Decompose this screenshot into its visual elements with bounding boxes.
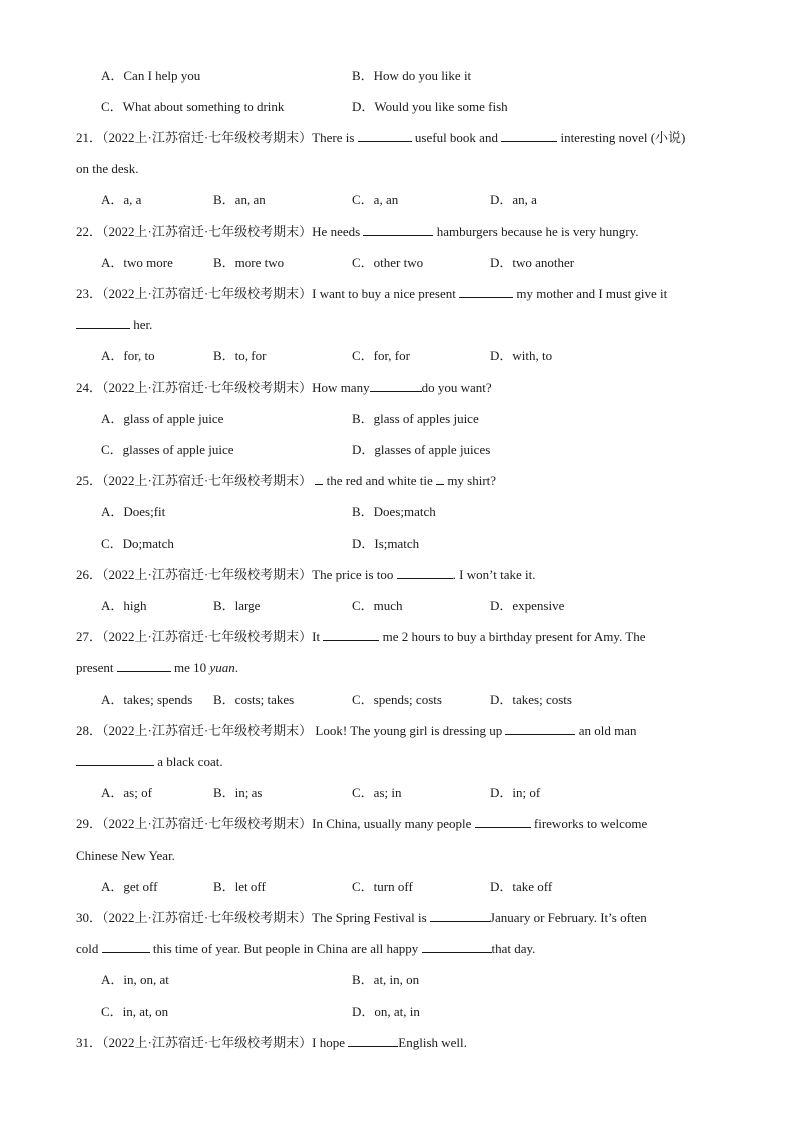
option-c: C．spends; costs [352,692,442,707]
question-21-line2: on the desk. [76,161,139,176]
answer-blank [422,940,492,953]
option-c: C．turn off [352,879,413,894]
answer-blank [370,379,422,392]
question-25 [76,472,496,490]
option-b: B．Does;match [352,504,436,519]
question-source: 28．（2022上·江苏宿迁·七年级校考期末） [76,723,313,738]
question-28-line2 [76,753,223,771]
option-a: A．two more [101,255,173,270]
question-source: 26．（2022上·江苏宿迁·七年级校考期末） [76,567,313,582]
option-c: C．in, at, on [101,1004,169,1019]
option-b: B．costs; takes [213,692,295,707]
question-text: . I won’t take it. [452,567,536,582]
question-22 [76,223,639,241]
question-text: English well. [398,1035,467,1050]
option-c: C．glasses of apple juice [101,442,234,457]
option-a: A．Can I help you [101,68,201,83]
answer-blank [505,722,575,735]
question-text: There is [312,130,358,145]
question-text: I want to buy a nice present [312,286,460,301]
question-text: The Spring Festival is [312,910,430,925]
question-text: The price is too [312,567,397,582]
option-b: B．to, for [213,348,267,363]
question-29 [76,815,647,833]
question-21 [76,129,685,147]
option-d: D．two another [490,255,575,270]
question-28 [76,722,637,740]
option-d: D．Would you like some fish [352,99,508,114]
option-d: D．Is;match [352,536,420,551]
question-text: interesting novel (小说) [557,130,686,145]
option-b: B．large [213,598,261,613]
option-a: A．get off [101,879,158,894]
question-source: 31．（2022上·江苏宿迁·七年级校考期末） [76,1035,313,1050]
question-source: 25．（2022上·江苏宿迁·七年级校考期末） [76,473,313,488]
question-source: 30．（2022上·江苏宿迁·七年级校考期末） [76,910,313,925]
question-26 [76,566,535,584]
question-text: do you want? [421,380,492,395]
question-source: 23．（2022上·江苏宿迁·七年级校考期末） [76,286,313,301]
option-c: C．a, an [352,192,399,207]
option-d: D．in; of [490,785,541,800]
question-source: 22．（2022上·江苏宿迁·七年级校考期末） [76,224,313,239]
option-a: A．takes; spends [101,692,193,707]
question-text: a black coat. [154,754,223,769]
question-text: me 2 hours to buy a birthday present for Amy. The [379,629,646,644]
option-d: D．with, to [490,348,553,363]
answer-blank [358,129,412,142]
question-text: January or February. It’s often [489,910,647,925]
question-source: 24．（2022上·江苏宿迁·七年级校考期末） [76,380,313,395]
question-source: 29．（2022上·江苏宿迁·七年级校考期末） [76,816,313,831]
answer-blank [397,566,453,579]
question-23-line2 [76,316,152,334]
answer-blank [102,940,150,953]
answer-blank [501,129,557,142]
answer-blank [76,753,154,766]
question-24 [76,379,492,397]
option-b: B．more two [213,255,285,270]
answer-blank [117,659,171,672]
question-30-line2 [76,940,535,958]
question-27 [76,628,645,646]
option-a: A．glass of apple juice [101,411,224,426]
answer-blank [76,316,130,329]
question-text: It [312,629,324,644]
question-text: He needs [312,224,364,239]
question-31 [76,1034,467,1052]
answer-blank [436,472,444,485]
question-text: In China, usually many people [312,816,475,831]
answer-blank [475,815,531,828]
question-text: cold [76,941,102,956]
question-text: present [76,660,117,675]
answer-blank [323,628,379,641]
option-d: D．take off [490,879,553,894]
question-text: my shirt? [444,473,497,488]
answer-blank [430,909,490,922]
question-text: Look! The young girl is dressing up [312,723,506,738]
question-text: my mother and I must give it [513,286,668,301]
question-30 [76,909,647,927]
question-23 [76,285,667,303]
question-text: I hope [312,1035,349,1050]
question-text: hamburgers because he is very hungry. [433,224,639,239]
question-text: the red and white tie [323,473,437,488]
option-b: B．in; as [213,785,263,800]
option-d: D．glasses of apple juices [352,442,491,457]
option-b: B．an, an [213,192,266,207]
option-a: A．a, a [101,192,142,207]
option-d: D．on, at, in [352,1004,420,1019]
question-text: an old man [575,723,637,738]
question-text: her. [130,317,153,332]
question-source: 27．（2022上·江苏宿迁·七年级校考期末） [76,629,313,644]
question-text: fireworks to welcome [530,816,648,831]
option-c: C．other two [352,255,424,270]
question-text: How many [312,380,370,395]
question-source: 21．（2022上·江苏宿迁·七年级校考期末） [76,130,313,145]
option-c: C．much [352,598,403,613]
option-b: B．at, in, on [352,972,420,987]
question-text: that day. [491,941,536,956]
option-b: B．How do you like it [352,68,472,83]
option-a: A．as; of [101,785,152,800]
question-27-line2 [76,659,238,677]
option-a: A．Does;fit [101,504,166,519]
option-a: A．in, on, at [101,972,169,987]
question-29-line2: Chinese New Year. [76,848,175,863]
question-text: me 10 [170,660,210,675]
question-text: yuan [209,660,235,675]
answer-blank [348,1034,398,1047]
option-c: C．as; in [352,785,402,800]
option-d: D．expensive [490,598,565,613]
option-c: C．What about something to drink [101,99,285,114]
question-text: this time of year. But people in China are all happy [149,941,422,956]
option-d: D．an, a [490,192,537,207]
answer-blank [459,285,513,298]
answer-blank [363,223,433,236]
option-c: C．for, for [352,348,410,363]
option-d: D．takes; costs [490,692,572,707]
option-b: B．glass of apples juice [352,411,479,426]
option-c: C．Do;match [101,536,174,551]
option-b: B．let off [213,879,266,894]
option-a: A．high [101,598,147,613]
question-text: . [234,660,238,675]
option-a: A．for, to [101,348,155,363]
question-text: useful book and [411,130,502,145]
